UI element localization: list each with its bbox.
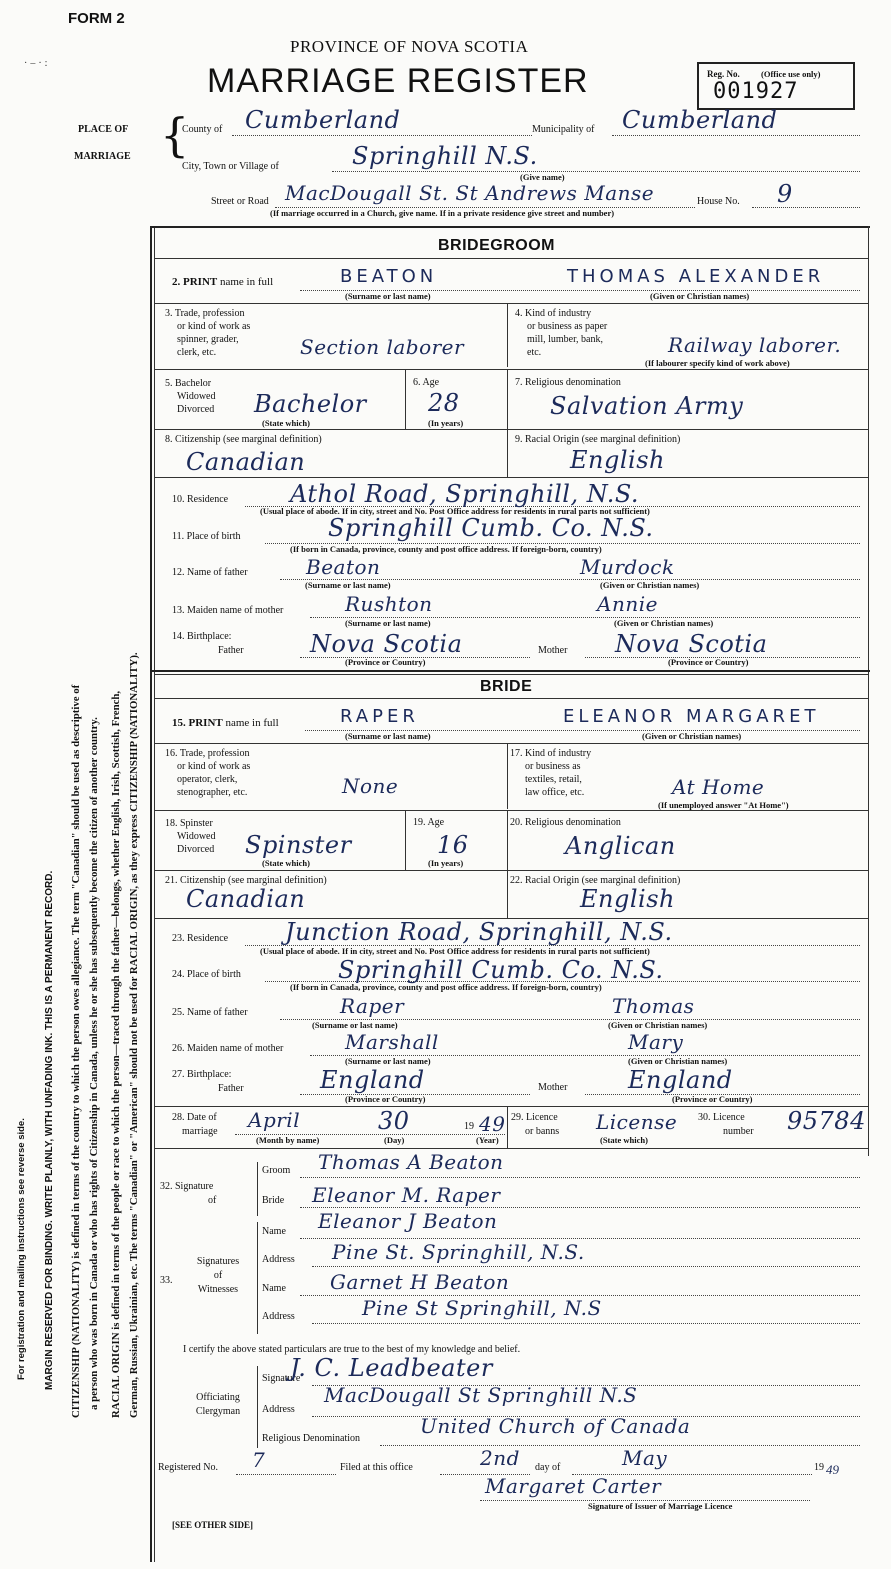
witness1-address: Pine St. Springhill, N.S.: [332, 1240, 585, 1264]
province-caption: (Province or Country): [345, 1094, 426, 1104]
clergy-relig-line: [380, 1445, 860, 1446]
city-label: City, Town or Village of: [182, 161, 279, 172]
margin-racial-2: German, Russian, Ukrainian, etc. The terms "Canadian" or "American" should not be used for RACIAL ORIGIN, as they express CITIZENSHIP (NATIONALITY).: [128, 652, 140, 1418]
groom-mother-birthplace: Nova Scotia: [615, 630, 768, 658]
f27-label: 27. Birthplace: Father: [172, 1069, 244, 1094]
groom-father-given: Murdock: [580, 555, 675, 579]
groom-sig-label: Groom: [262, 1165, 291, 1176]
right-border: [868, 226, 869, 1156]
bride-birthplace: Springhill Cumb. Co. N.S.: [338, 956, 664, 984]
clergy-address: MacDougall St Springhill N.S: [324, 1383, 638, 1407]
margin-binding: MARGIN RESERVED FOR BINDING. WRITE PLAINLY, WITH UNFADING INK. THIS IS A PERMANENT RECORD.: [44, 870, 55, 1390]
filed-day: 2nd: [480, 1446, 520, 1470]
month-caption: (Month by name): [256, 1135, 320, 1145]
officiating-label: Officiating Clergyman: [195, 1392, 241, 1417]
col-divider: [507, 303, 508, 367]
registered-line: [236, 1474, 336, 1475]
f18-label: 18. Spinster Widowed Divorced: [165, 818, 216, 855]
bride-signature: Eleanor M. Raper: [312, 1183, 501, 1207]
witness2-address: Pine St Springhill, N.S: [362, 1296, 602, 1320]
f33-label: 33.: [160, 1275, 173, 1286]
registered-number: 7: [252, 1448, 266, 1472]
bride-mother-surname: Marshall: [345, 1030, 439, 1054]
clergy-address-label: Address: [262, 1404, 295, 1415]
witness2-name: Garnet H Beaton: [330, 1270, 510, 1294]
city-line: [332, 171, 860, 172]
province-heading: PROVINCE OF NOVA SCOTIA: [290, 37, 529, 56]
bride-status: Spinster: [245, 831, 352, 859]
f29-label: 29. Licence or banns: [511, 1112, 560, 1137]
binding-border-inner: [154, 226, 155, 1562]
groom-father-surname: Beaton: [306, 555, 381, 579]
bride-residence: Junction Road, Springhill, N.S.: [285, 918, 673, 946]
residence-caption: (Usual place of abode. If in city, street and No. Post Office address for residents in rural parts not sufficient): [260, 506, 650, 516]
groom-racial: English: [570, 446, 665, 474]
house-value: 9: [777, 180, 793, 208]
row-line: [155, 698, 868, 699]
mother-label: Mother: [538, 1082, 568, 1093]
f19-label: 19. Age: [413, 817, 445, 828]
mother-label: Mother: [538, 645, 568, 656]
f30-label: 30. Licence number: [698, 1112, 754, 1137]
f11-label: 11. Place of birth: [172, 531, 241, 542]
municipality-line: [612, 135, 860, 136]
f4-label: 4. Kind of industry or business as paper mill, lumber, bank, etc.: [515, 308, 608, 358]
unemployed-caption: (If unemployed answer "At Home"): [658, 800, 789, 810]
bride-industry: At Home: [672, 775, 765, 799]
groom-residence: Athol Road, Springhill, N.S.: [290, 480, 640, 508]
given-caption: (Given or Christian names): [608, 1020, 708, 1030]
bride-citizenship: Canadian: [186, 885, 306, 913]
row-line: [155, 870, 868, 871]
margin-instructions: For registration and mailing instructions see reverse side.: [16, 1118, 27, 1380]
top-border: [150, 226, 870, 228]
row-line: [155, 258, 868, 259]
surname-caption: (Surname or last name): [345, 291, 431, 301]
filed-month: May: [622, 1446, 668, 1470]
marriage-month: April: [248, 1108, 301, 1132]
row-line: [155, 810, 868, 811]
year-prefix: 19: [464, 1121, 474, 1132]
col-divider: [507, 1106, 508, 1148]
surname-caption: (Surname or last name): [345, 731, 431, 741]
religious-denomination-label: Religious Denomination: [262, 1433, 361, 1444]
margin-citizenship-2: a person who was born in Canada or who has rights of Citizenship in Canada, unless he or she has subsequently become the citizen of another country.: [88, 717, 100, 1410]
given-caption: (Given or Christian names): [614, 618, 714, 628]
groom-status: Bachelor: [254, 390, 367, 418]
state-which-caption: (State which): [262, 418, 310, 428]
bride-age: 16: [437, 831, 469, 859]
street-note: (If marriage occurred in a Church, give name. If in a private residence give street and number): [270, 208, 615, 218]
section-border-inner: [155, 674, 868, 675]
col-divider: [405, 369, 406, 429]
surname-caption: (Surname or last name): [345, 618, 431, 628]
reg-number: 001927: [713, 79, 799, 104]
marriage-day: 30: [378, 1107, 410, 1135]
row-line: [155, 369, 868, 370]
groom-surname: BEATON: [340, 266, 438, 287]
f32-label: 32. Signature of: [160, 1181, 217, 1206]
place-label-2: MARRIAGE: [74, 151, 131, 162]
f13-label: 13. Maiden name of mother: [172, 605, 284, 616]
ink-specks: ·–·:: [24, 58, 51, 69]
bride-heading: BRIDE: [480, 678, 533, 695]
county-label: County of: [182, 124, 223, 135]
row-line: [155, 477, 868, 478]
city-value: Springhill N.S.: [352, 142, 538, 170]
row-line: [155, 1148, 868, 1149]
w1-name-label: Name: [262, 1226, 286, 1237]
registered-label: Registered No.: [158, 1462, 218, 1473]
licence-number: 95784: [787, 1107, 866, 1135]
f3-label: 3. Trade, profession or kind of work as spinner, grader, clerk, etc.: [165, 308, 251, 358]
give-name-caption: (Give name): [520, 172, 565, 182]
groom-mother-surname: Rushton: [345, 592, 433, 616]
groom-mother-given: Annie: [597, 592, 658, 616]
reg-label: Reg. No.: [707, 69, 740, 79]
w1-address-label: Address: [262, 1254, 295, 1265]
state-which-caption: (State which): [600, 1135, 648, 1145]
groom-citizenship: Canadian: [186, 448, 306, 476]
years-caption: (In years): [428, 418, 464, 428]
f25-label: 25. Name of father: [172, 1007, 248, 1018]
given-caption: (Given or Christian names): [650, 291, 750, 301]
section-border: [150, 670, 870, 672]
groom-signature: Thomas A Beaton: [318, 1150, 504, 1174]
groom-sig-line: [300, 1177, 860, 1178]
province-caption: (Province or Country): [668, 657, 749, 667]
given-caption: (Given or Christian names): [642, 731, 742, 741]
issuer-signature: Margaret Carter: [485, 1474, 662, 1498]
filed-label: Filed at this office: [340, 1462, 413, 1473]
certify-statement: I certify the above stated particulars are true to the best of my knowledge and belief.: [183, 1344, 521, 1355]
bride-racial: English: [580, 885, 675, 913]
f20-label: 20. Religious denomination: [510, 817, 621, 828]
bride-father-birthplace: England: [320, 1066, 425, 1094]
licence-value: License: [596, 1110, 678, 1134]
margin-racial-1: RACIAL ORIGIN is defined in terms of the people or race to which the person—traced through the father—belongs, whether English, Irish, Scottish, French,: [110, 690, 122, 1418]
w2-name-label: Name: [262, 1283, 286, 1294]
clergy-bracket: [257, 1366, 258, 1448]
form-title: MARRIAGE REGISTER: [207, 62, 589, 100]
county-line: [232, 135, 532, 136]
bride-sig-label: Bride: [262, 1195, 285, 1206]
given-caption: (Given or Christian names): [600, 580, 700, 590]
row-line: [155, 1106, 868, 1107]
groom-trade: Section laborer: [300, 335, 465, 359]
municipality-label: Municipality of: [532, 124, 595, 135]
county-value: Cumberland: [245, 106, 401, 134]
bride-trade: None: [342, 774, 399, 798]
groom-birthplace: Springhill Cumb. Co. N.S.: [328, 514, 654, 542]
row-line: [155, 303, 868, 304]
col-divider: [507, 429, 508, 477]
registration-number-box: [697, 62, 855, 110]
f22-label: 22. Racial Origin (see marginal definition): [510, 875, 681, 886]
surname-caption: (Surname or last name): [345, 1056, 431, 1066]
surname-caption: (Surname or last name): [305, 580, 391, 590]
row-line: [155, 743, 868, 744]
f10-label: 10. Residence: [172, 494, 229, 505]
f21-label: 21. Citizenship (see marginal definition): [165, 875, 327, 886]
street-label: Street or Road: [211, 196, 269, 207]
f15-label: 15. PRINT name in full: [172, 717, 279, 729]
w1-name-line: [300, 1238, 860, 1239]
issuer-caption: Signature of Issuer of Marriage Licence: [588, 1501, 733, 1511]
bride-sig-line: [300, 1207, 860, 1208]
groom-age: 28: [428, 389, 460, 417]
f23-label: 23. Residence: [172, 933, 229, 944]
clergy-signature: J. C. Leadbeater: [290, 1354, 493, 1382]
marriage-year: 49: [479, 1112, 506, 1136]
witness-bracket: [257, 1222, 258, 1334]
given-caption: (Given or Christian names): [628, 1056, 728, 1066]
province-caption: (Province or Country): [345, 657, 426, 667]
witness1-name: Eleanor J Beaton: [318, 1209, 498, 1233]
f7-label: 7. Religious denomination: [515, 377, 621, 388]
w2-address-line: [312, 1323, 860, 1324]
groom-industry: Railway laborer.: [668, 333, 842, 357]
sig-bracket: [257, 1162, 258, 1216]
binding-border: [150, 226, 152, 1562]
industry-caption: (If labourer specify kind of work above): [645, 358, 790, 368]
margin-citizenship-1: CITIZENSHIP (NATIONALITY) is defined in terms of the country to which the person owes allegiance. The term "Canadian" should be used as descriptive of: [70, 684, 82, 1418]
bride-religion: Anglican: [565, 832, 676, 860]
day-of-label: day of: [535, 1462, 561, 1473]
col-divider: [507, 743, 508, 809]
witnesses-label: Signatures of Witnesses: [196, 1256, 240, 1295]
col-divider: [405, 810, 406, 870]
col-divider: [507, 810, 508, 870]
f5-label: 5. Bachelor Widowed Divorced: [165, 378, 216, 415]
filed-year-prefix: 19: [814, 1462, 824, 1473]
col-divider: [507, 870, 508, 918]
groom-religion: Salvation Army: [550, 392, 744, 420]
place-label-1: PLACE OF: [78, 124, 129, 135]
years-caption: (In years): [428, 858, 464, 868]
f12-label: 12. Name of father: [172, 567, 248, 578]
clergy-denomination: United Church of Canada: [420, 1414, 691, 1438]
f8-label: 8. Citizenship (see marginal definition): [165, 434, 322, 445]
f2-label: 2. PRINT name in full: [172, 276, 274, 288]
w2-address-label: Address: [262, 1311, 295, 1322]
f9-label: 9. Racial Origin (see marginal definition): [515, 434, 681, 445]
row-line: [155, 429, 868, 430]
form-number: FORM 2: [68, 10, 125, 27]
bride-given: ELEANOR MARGARET: [563, 706, 820, 727]
bride-mother-given: Mary: [628, 1030, 684, 1054]
filed-year: 49: [826, 1462, 839, 1477]
bride-mother-birthplace: England: [628, 1066, 733, 1094]
f16-label: 16. Trade, profession or kind of work as operator, clerk, stenographer, etc.: [165, 748, 251, 798]
province-caption: (Province or Country): [672, 1094, 753, 1104]
f24-label: 24. Place of birth: [172, 969, 241, 980]
f6-label: 6. Age: [413, 377, 440, 388]
bridegroom-heading: BRIDEGROOM: [438, 237, 555, 254]
reg-office-note: (Office use only): [761, 69, 821, 79]
f26-label: 26. Maiden name of mother: [172, 1043, 284, 1054]
municipality-value: Cumberland: [622, 106, 778, 134]
see-other-side: [SEE OTHER SIDE]: [172, 1520, 254, 1530]
clergy-sig-label: Signature: [262, 1373, 301, 1384]
col-divider: [507, 369, 508, 429]
state-which-caption: (State which): [262, 858, 310, 868]
residence-caption: (Usual place of abode. If in city, street and No. Post Office address for residents in rural parts not sufficient): [260, 946, 650, 956]
birth-caption: (If born in Canada, province, county and post office address. If foreign-born, country): [290, 544, 602, 554]
f28-label: 28. Date of marriage: [172, 1112, 218, 1137]
house-label: House No.: [697, 196, 740, 207]
bride-father-given: Thomas: [612, 994, 695, 1018]
f14-label: 14. Birthplace: Father: [172, 631, 244, 656]
street-value: MacDougall St. St Andrews Manse: [285, 181, 655, 205]
surname-caption: (Surname or last name): [312, 1020, 398, 1030]
place-brace: {: [160, 108, 190, 162]
year-caption: (Year): [476, 1135, 499, 1145]
bride-father-surname: Raper: [340, 994, 405, 1018]
groom-father-birthplace: Nova Scotia: [310, 630, 463, 658]
day-caption: (Day): [384, 1135, 405, 1145]
groom-given: THOMAS ALEXANDER: [567, 266, 825, 287]
bride-surname: RAPER: [340, 706, 419, 727]
w1-address-line: [312, 1266, 860, 1267]
house-line: [752, 207, 860, 208]
f17-label: 17. Kind of industry or business as textiles, retail, law office, etc.: [510, 748, 592, 798]
birth-caption: (If born in Canada, province, county and post office address. If foreign-born, country): [290, 982, 602, 992]
